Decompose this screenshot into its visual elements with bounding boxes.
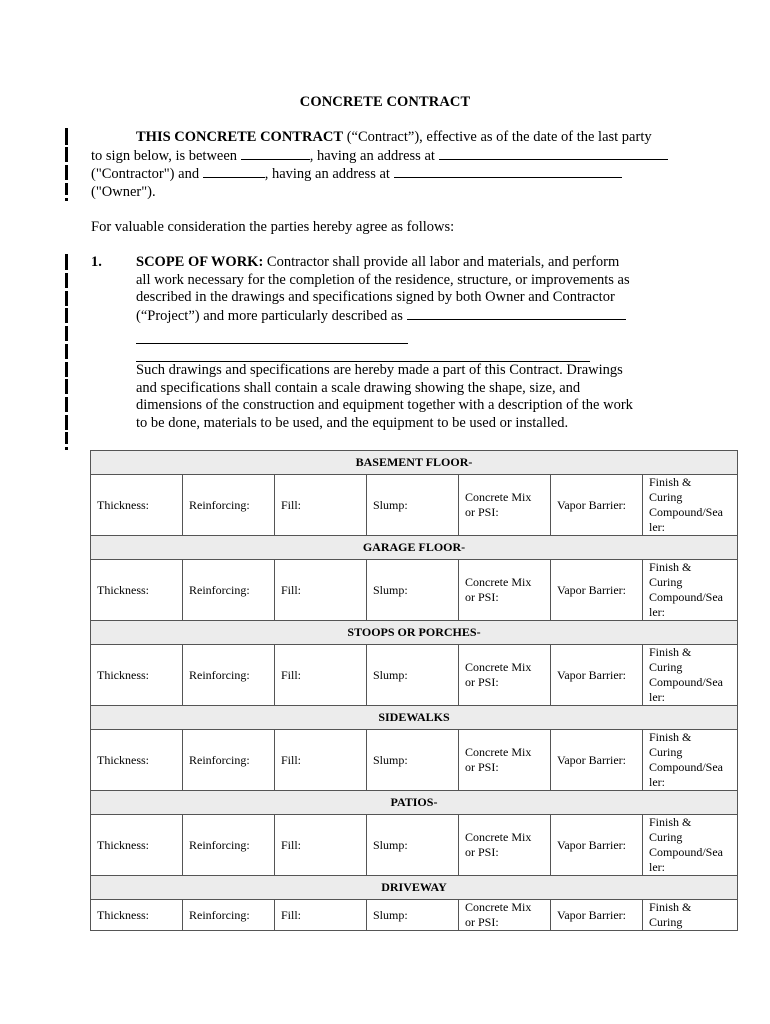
finish-label-4: ler: [649,775,665,789]
spec-section-header-row [91,451,738,475]
concrete-mix-label-2: or PSI: [465,675,499,689]
change-bar [65,397,68,412]
vapor-barrier-cell[interactable] [551,730,643,791]
vapor-barrier-label: Vapor Barrier: [557,667,626,682]
thickness-cell[interactable] [91,560,183,621]
change-bar [65,379,68,394]
change-bar [65,432,68,444]
change-bar [65,198,68,201]
fill-label: Fill: [281,837,302,852]
spec-section-heading: BASEMENT FLOOR- [91,451,738,475]
intro-lead-text: (“Contract”), effective as of the date of the last party [343,129,652,145]
fill-label: Fill: [281,582,302,597]
thickness-label: Thickness: [97,837,149,852]
slump-cell[interactable] [367,815,459,876]
scope-line5: Such drawings and specifications are hereby made a part of this Contract. Drawings [136,361,623,378]
contractor-name-blank[interactable] [241,147,310,160]
finish-label-3: Compound/Sea [649,590,723,604]
finish-label-3: Compound/Sea [649,505,723,519]
intro-lead-bold: THIS CONCRETE CONTRACT [136,129,344,145]
thickness-cell[interactable] [91,730,183,791]
spec-fields-row [91,900,738,931]
finish-curing-cell[interactable] [643,815,738,876]
finish-label-4: ler: [649,520,665,534]
fill-cell[interactable] [275,730,367,791]
concrete-mix-label-2: or PSI: [465,590,499,604]
fill-cell[interactable] [275,560,367,621]
finish-curing-cell[interactable] [643,730,738,791]
spec-section-heading: GARAGE FLOOR- [91,536,738,560]
reinforcing-label: Reinforcing: [189,667,250,682]
finish-curing-cell[interactable] [643,560,738,621]
slump-label: Slump: [373,667,408,682]
finish-label-1: Finish & [649,815,692,829]
finish-label-3: Compound/Sea [649,845,723,859]
intro-line3-a: ("Contractor") and [91,166,203,183]
finish-label-1: Finish & [649,730,692,744]
vapor-barrier-cell[interactable] [551,815,643,876]
change-bar [65,273,68,288]
slump-cell[interactable] [367,475,459,536]
change-bar [65,183,68,195]
concrete-mix-label-1: Concrete Mix [465,490,532,504]
vapor-barrier-cell[interactable] [551,475,643,536]
change-bar [65,291,68,306]
spec-section-header-row [91,706,738,730]
finish-label-2: Curing [649,745,683,759]
fill-cell[interactable] [275,815,367,876]
change-bar [65,254,68,270]
spec-section-header-row [91,791,738,815]
project-description-blank[interactable] [407,307,626,320]
concrete-mix-cell[interactable] [459,560,551,621]
consideration-text: For valuable consideration the parties hereby agree as follows: [91,219,455,235]
slump-label: Slump: [373,497,408,512]
finish-label-2: Curing [649,490,683,504]
spec-fields-row [91,815,738,876]
project-description-blank-2[interactable] [136,326,408,344]
finish-label-1: Finish & [649,900,692,914]
change-bar [65,326,68,341]
concrete-mix-label-1: Concrete Mix [465,575,532,589]
scope-line2: all work necessary for the completion of the residence, structure, or improvements as [136,271,630,288]
slump-cell[interactable] [367,730,459,791]
fill-label: Fill: [281,667,302,682]
reinforcing-label: Reinforcing: [189,837,250,852]
finish-label-2: Curing [649,915,683,929]
spec-section-heading: STOOPS OR PORCHES- [91,621,738,645]
slump-label: Slump: [373,582,408,597]
vapor-barrier-label: Vapor Barrier: [557,752,626,767]
spec-section-header-row [91,876,738,900]
scope-line7: dimensions of the construction and equipment together with a description of the work [136,397,633,414]
vapor-barrier-label: Vapor Barrier: [557,837,626,852]
spec-fields-row [91,645,738,706]
concrete-mix-label-1: Concrete Mix [465,745,532,759]
finish-curing-cell[interactable] [643,645,738,706]
thickness-label: Thickness: [97,907,149,922]
fill-cell[interactable] [275,475,367,536]
finish-label-1: Finish & [649,475,692,489]
scope-line1: Contractor shall provide all labor and materials, and perform [263,254,620,270]
concrete-mix-cell[interactable] [459,815,551,876]
contractor-address-blank[interactable] [439,147,668,160]
thickness-label: Thickness: [97,497,149,512]
concrete-mix-cell[interactable] [459,730,551,791]
concrete-mix-label-1: Concrete Mix [465,830,532,844]
vapor-barrier-label: Vapor Barrier: [557,497,626,512]
concrete-mix-cell[interactable] [459,475,551,536]
fill-label: Fill: [281,752,302,767]
slump-label: Slump: [373,837,408,852]
spec-section-heading: DRIVEWAY [91,876,738,900]
fill-label: Fill: [281,907,302,922]
slump-label: Slump: [373,907,408,922]
concrete-mix-label-1: Concrete Mix [465,900,532,914]
intro-line3-b: , having an address at [264,166,394,183]
concrete-mix-cell[interactable] [459,645,551,706]
scope-line3: described in the drawings and specifications signed by both Owner and Contractor [136,289,615,306]
section-heading: SCOPE OF WORK: [136,254,264,270]
scope-line8: to be done, materials to be used, and the equipment to be used or installed. [136,414,569,431]
change-bar [65,362,68,377]
concrete-spec-table [90,450,738,931]
concrete-mix-label-1: Concrete Mix [465,660,532,674]
owner-address-blank[interactable] [394,165,622,178]
finish-label-2: Curing [649,575,683,589]
vapor-barrier-cell[interactable] [551,560,643,621]
concrete-mix-label-2: or PSI: [465,915,499,929]
vapor-barrier-cell[interactable] [551,645,643,706]
finish-label-1: Finish & [649,560,692,574]
finish-label-2: Curing [649,660,683,674]
change-bar [65,165,68,180]
thickness-label: Thickness: [97,582,149,597]
change-bar [65,128,68,145]
finish-label-4: ler: [649,605,665,619]
spec-section-header-row [91,536,738,560]
intro-paragraph [91,129,691,202]
slump-label: Slump: [373,752,408,767]
thickness-cell[interactable] [91,475,183,536]
scope-line6: and specifications shall contain a scale drawing showing the shape, size, and [136,379,581,396]
slump-cell[interactable] [367,645,459,706]
concrete-mix-label-2: or PSI: [465,845,499,859]
reinforcing-label: Reinforcing: [189,907,250,922]
thickness-cell[interactable] [91,900,183,931]
fill-label: Fill: [281,497,302,512]
finish-label-3: Compound/Sea [649,675,723,689]
change-bar [65,308,68,323]
spec-section-heading: PATIOS- [91,791,738,815]
change-bar [65,344,68,359]
finish-label-1: Finish & [649,645,692,659]
slump-cell[interactable] [367,900,459,931]
change-bar [65,147,68,162]
change-bar [65,447,68,450]
fill-cell[interactable] [275,900,367,931]
reinforcing-cell[interactable] [183,900,275,931]
spec-fields-row [91,475,738,536]
document-title: CONCRETE CONTRACT [299,94,471,110]
change-bar [65,415,68,430]
owner-name-blank[interactable] [203,165,265,178]
reinforcing-cell[interactable] [183,475,275,536]
intro-line2-a: to sign below, is between [91,147,241,164]
thickness-cell[interactable] [91,645,183,706]
scope-of-work-section [136,254,676,433]
intro-line4: ("Owner"). [91,184,156,201]
spec-section-heading: SIDEWALKS [91,706,738,730]
thickness-label: Thickness: [97,667,149,682]
spec-section-header-row [91,621,738,645]
thickness-cell[interactable] [91,815,183,876]
scope-line4: (“Project”) and more particularly described as [136,308,407,325]
concrete-mix-label-2: or PSI: [465,760,499,774]
fill-cell[interactable] [275,645,367,706]
project-description-blank-3[interactable] [136,344,590,362]
slump-cell[interactable] [367,560,459,621]
reinforcing-cell[interactable] [183,560,275,621]
reinforcing-cell[interactable] [183,815,275,876]
concrete-mix-label-2: or PSI: [465,505,499,519]
reinforcing-cell[interactable] [183,730,275,791]
vapor-barrier-label: Vapor Barrier: [557,582,626,597]
finish-label-3: Compound/Sea [649,760,723,774]
finish-curing-cell[interactable] [643,900,738,931]
reinforcing-label: Reinforcing: [189,752,250,767]
spec-fields-row [91,560,738,621]
finish-label-4: ler: [649,690,665,704]
finish-curing-cell[interactable] [643,475,738,536]
reinforcing-cell[interactable] [183,645,275,706]
concrete-mix-cell[interactable] [459,900,551,931]
finish-label-2: Curing [649,830,683,844]
reinforcing-label: Reinforcing: [189,582,250,597]
finish-label-4: ler: [649,860,665,874]
thickness-label: Thickness: [97,752,149,767]
reinforcing-label: Reinforcing: [189,497,250,512]
vapor-barrier-label: Vapor Barrier: [557,907,626,922]
spec-fields-row [91,730,738,791]
section-number: 1. [91,254,102,270]
vapor-barrier-cell[interactable] [551,900,643,931]
intro-line2-b: , having an address at [309,147,439,164]
